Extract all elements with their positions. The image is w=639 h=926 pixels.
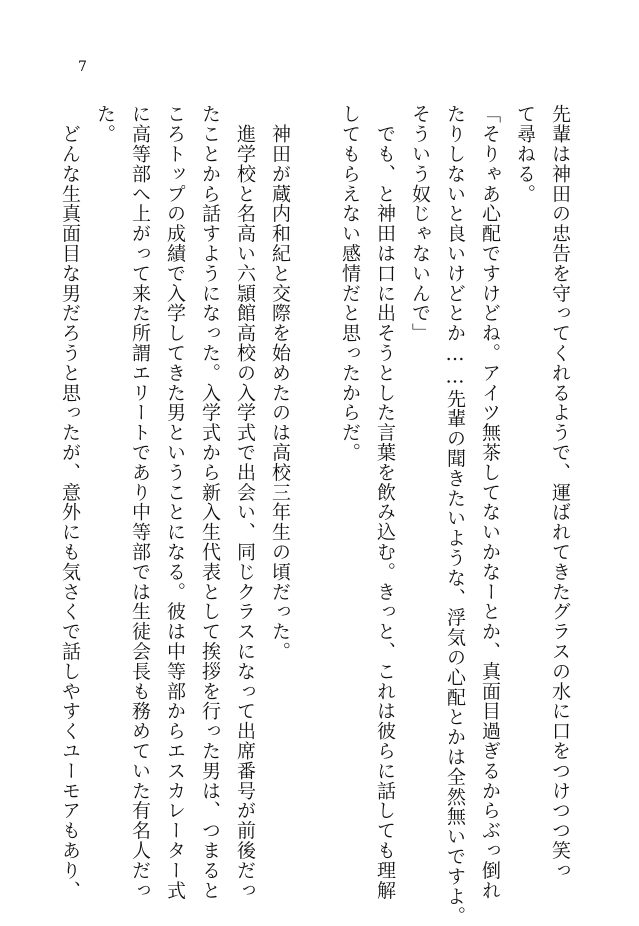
body-text [52,104,577,926]
text-line: 神田が蔵内和紀と交際を始めたのは高校三年生の頃だった。 [269,104,291,662]
text-line: 先輩は神田の忠告を守ってくれるようで、運ばれてきたグラスの水に口をつけつつ笑っ [549,104,571,881]
blank-line [297,104,332,804]
text-line: 進学校と名高い六頴館高校の入学式で出会い、同じクラスになって出席番号が前後だっ [234,104,256,900]
text-line: た。 [94,104,116,144]
text-line: どんな生真面目な男だろうと思ったが、意外にも気さくで話しやすくユーモアもあり、 [59,104,81,900]
text-line: ころトップの成績で入学してきた男ということになる。彼は中等部からエスカレーター式 [164,104,186,900]
text-line: 「そりゃあ心配ですけどね。アイツ無茶してないかなーとか、真面目過ぎるからぶっ倒れ [479,104,501,900]
page-number: 7 [78,59,87,75]
text-line: て尋ねる。 [514,104,536,204]
text-line: に高等部へ上がって来た所謂エリートであり中等部では生徒会長も務めていた有名人だっ [129,104,151,900]
text-line: たりしないと良いけどとか……先輩の聞きたいような、浮気の心配とかは全然無いですよ。 [444,104,466,926]
text-line: でも、と神田は口に出そうとした言葉を飲み込む。きっと、これは彼らに話しても理解 [374,104,396,900]
text-line: そういう奴じゃないんで」 [409,104,431,343]
text-line: してもらえない感情だと思ったからだ。 [339,104,361,463]
text-line: たことから話すようになった。入学式から新入生代表として挨拶を行った男は、つまると [199,104,221,900]
